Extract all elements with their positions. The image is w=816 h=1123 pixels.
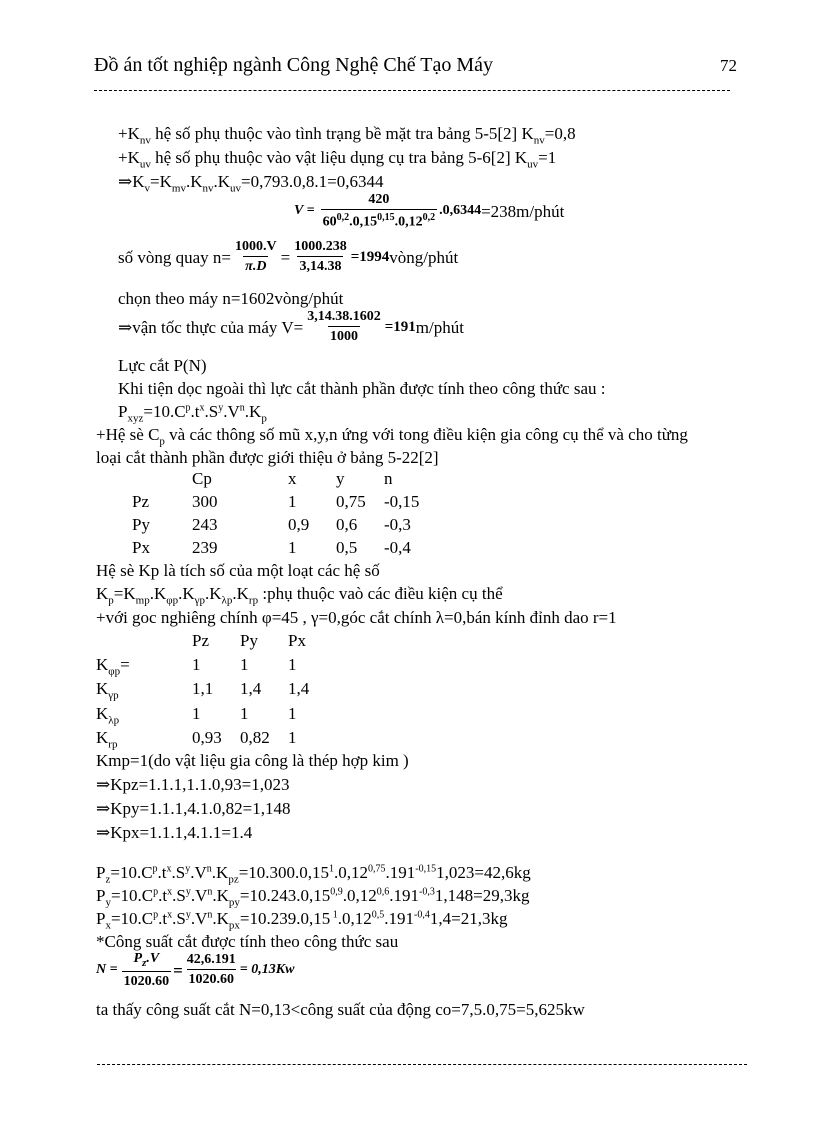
table-cell: Py xyxy=(132,515,150,534)
table-cell: 1,1 xyxy=(192,679,214,698)
table-header: y xyxy=(336,469,345,488)
px-formula: $P_x=10.C^p.t^x.S^y.V^n.K_{px}=10.239.0,15$ $^1.0,12^{0,5}.191^{-0,4}1,4=21,3kg$ xyxy=(96,909,508,932)
page-header-title: Đồ án tốt nghiệp ngành Công Nghệ Chế Tạo Máy xyxy=(94,54,494,76)
table-cell: 1,4 xyxy=(288,679,310,698)
kuv-line: $+K_{uv}$ hệ số phụ thuộc vào vật liệu dụng cụ tra bảng 5-6[2] $K_{uv}=1$ xyxy=(118,148,557,171)
table-header: Py xyxy=(240,631,258,650)
angle-description: +với goc nghiêng chính φ=45 , γ=0,góc cắt chính λ=0,bán kính đỉnh dao r=1 xyxy=(96,608,617,627)
kpy-line: ⇒Kpy=1.1.1,4.1.0,82=1,148 xyxy=(96,799,291,818)
kv-line: $\Rightarrow K_v=K_{mv}.K_{nv}.K_{uv}=0,793.0,8.1=0,6344$ xyxy=(118,172,384,195)
table-row-label: $K_{\lambda p}$ xyxy=(96,704,120,727)
cp-description-2: loại cắt thành phần được giới thiệu ở bảng 5-22[2] xyxy=(96,448,439,467)
table-cell: 0,6 xyxy=(336,515,358,534)
kpz-line: ⇒Kpz=1.1.1,1.1.0,93=1,023 xyxy=(96,775,290,794)
table-cell: 1 xyxy=(288,492,297,511)
knv-line: $+K_{nv}$ hệ số phụ thuộc vào tình trạng bề mặt tra bảng 5-5[2] $K_{nv}=0,8$ xyxy=(118,124,576,147)
table-header: Cp xyxy=(192,469,212,488)
table-cell: 0,9 xyxy=(288,515,310,534)
table-cell: 1 xyxy=(192,655,201,674)
spindle-speed-formula: số vòng quay n= $\frac{1000.V}{\pi.D}$ = $\frac{1000.238}{3,14.38}$ =1994 vòng/phút xyxy=(118,239,459,274)
table-cell: 1 xyxy=(288,538,297,557)
chosen-speed-line: chọn theo máy n=1602vòng/phút xyxy=(118,289,344,308)
table-cell: -0,15 xyxy=(384,492,420,511)
power-description: *Công suất cắt được tính theo công thức sau xyxy=(96,932,399,951)
kp-description: Hệ sè Kp là tích số của một loạt các hệ số xyxy=(96,561,380,580)
force-title: Lực cắt P(N) xyxy=(118,356,207,375)
table-cell: 1 xyxy=(240,655,249,674)
table-cell: 1 xyxy=(192,704,201,723)
py-formula: $P_y=10.C^p.t^x.S^y.V^n.K_{py}=10.243.0,15^{0,9}.0,12^{0,6}.191^{-0,3}1,148=29,3kg$ xyxy=(96,886,530,909)
table-row-label: $K_{\varphi p}=$ xyxy=(96,655,130,678)
actual-velocity-formula: ⇒vận tốc thực của máy V= $\frac{3,14.38.1602}{1000}$ =191 m/phút xyxy=(118,309,464,344)
force-description: Khi tiện dọc ngoài thì lực cắt thành phần được tính theo công thức sau : xyxy=(118,379,606,398)
table-cell: 239 xyxy=(192,538,218,557)
pxyz-formula: $P_{xyz}=10.C^p.t^x.S^y.V^n.K_p$ xyxy=(118,402,267,425)
table-cell: 1 xyxy=(288,655,297,674)
table-cell: -0,3 xyxy=(384,515,411,534)
conclusion-line: ta thấy công suất cắt N=0,13<công suất của động co=7,5.0,75=5,625kw xyxy=(96,1000,585,1019)
velocity-formula: V = $\frac{420}{60^{0,2}.0,15^{0,15}.0,12^{0,2}}$ .0,6344 =238m/phút xyxy=(294,192,565,230)
table-row-label: $K_{\gamma p}$ xyxy=(96,679,119,702)
table-row-label: $K_{rp}$ xyxy=(96,728,118,751)
kmp-line: Kmp=1(do vật liệu gia công là thép hợp kim ) xyxy=(96,751,409,770)
table-cell: 1 xyxy=(288,704,297,723)
table-cell: 300 xyxy=(192,492,218,511)
power-formula: N = $\frac{P_z.V}{1020.60}$ = $\frac{42,6.191}{1020.60}$ = 0,13Kw xyxy=(96,951,295,989)
table-cell: 1 xyxy=(240,704,249,723)
header-divider xyxy=(94,90,730,91)
pz-formula: $P_z=10.C^p.t^x.S^y.V^n.K_{pz}=10.300.0,15^1.0,12^{0,75}.191^{-0,15}1,023=42,6kg$ xyxy=(96,863,531,886)
table-cell: 0,93 xyxy=(192,728,222,747)
cp-description-1: +Hệ sè $C_p$ và các thông số mũ x,y,n ứng với tong điều kiện gia công cụ thể và cho từng xyxy=(96,425,688,448)
table-cell: 0,75 xyxy=(336,492,366,511)
table-cell: 1 xyxy=(288,728,297,747)
table-cell: Pz xyxy=(132,492,149,511)
kpx-line: ⇒Kpx=1.1.1,4.1.1=1.4 xyxy=(96,823,253,842)
table-cell: 1,4 xyxy=(240,679,262,698)
table-cell: Px xyxy=(132,538,150,557)
table-cell: 243 xyxy=(192,515,218,534)
table-header: Pz xyxy=(192,631,209,650)
kp-formula: $K_p=K_{mp}.K_{\varphi p}.K_{\gamma p}.K_{\lambda p}.K_{rp}$ :phụ thuộc vaò các điều kiện cụ thể xyxy=(96,584,503,607)
table-cell: 0,5 xyxy=(336,538,358,557)
table-header: n xyxy=(384,469,393,488)
table-header: x xyxy=(288,469,297,488)
table-cell: 0,82 xyxy=(240,728,270,747)
table-header: Px xyxy=(288,631,306,650)
page-number: 72 xyxy=(720,56,737,75)
footer-divider xyxy=(97,1064,747,1065)
table-cell: -0,4 xyxy=(384,538,411,557)
